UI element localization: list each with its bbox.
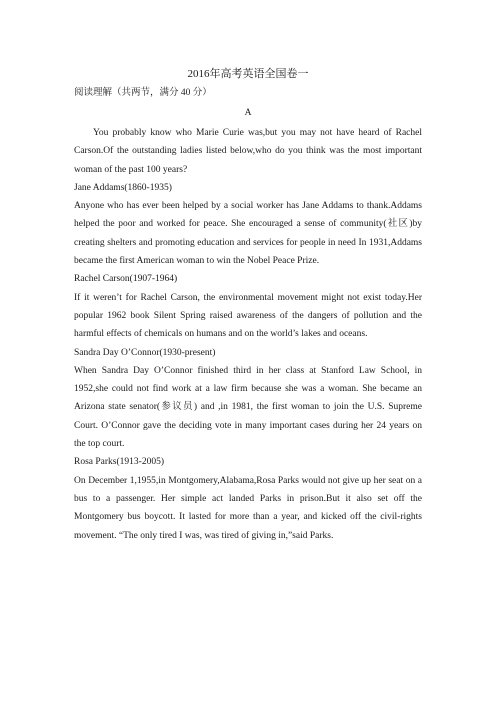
part-label: A [244, 108, 252, 118]
document-page [74, 66, 422, 545]
entry-text: If it weren’t for Rachel Carson, the environmental movement might not exist today.Her popular 1962 book Silent Spring raised awareness of the dangers of pollution and the harmful effects of chemicals on humans and on the world’s lakes and oceans. [74, 292, 422, 340]
entry-parks [74, 453, 422, 544]
entry-name: Jane Addams(1860-1935) [74, 182, 172, 193]
intro-paragraph: You probably know who Marie Curie was,but you may not have heard of Rachel Carson.Of the outstanding ladies listed below,who do you think was the most important woman of the past 100 years? [74, 128, 422, 175]
entry-oconnor [74, 344, 422, 454]
entry-name: Rosa Parks(1913-2005) [74, 457, 164, 468]
entry-text: Anyone who has ever been helped by a social worker has Jane Addams to thank.Addams helped the poor and worked for peace. She encouraged a sense of community(社区)by creating shelters and promoting education and services for people in need In 1931,Addams became the first American woman to win the Nobel Peace Prize. [74, 201, 422, 267]
entry-text: When Sandra Day O’Connor finished third in her class at Stanford Law School, in 1952,she could not find work at a law firm because she was a woman. She became an Arizona state senator(参议员) and ,in 1981, the first woman to join the U.S. Supreme Court. O’Connor gave the deciding vote in many important cases during her 24 years on the top court. [74, 365, 422, 450]
section-heading: 阅读理解（共两节，满分 40 分） [74, 88, 212, 98]
entry-text: On December 1,1955,in Montgomery,Alabama,Rosa Parks would not give up her seat on a bus to a passenger. Her simple act landed Parks in prison.But it also set off the Montgomery bus boycott. It lasted for more than a year, and kicked off the civil-rights movement. “The only tired I was, was tired of giving in,”said Parks. [74, 475, 422, 541]
entry-name: Sandra Day O’Connor(1930-present) [74, 347, 216, 358]
document-title: 2016年高考英语全国卷一 [187, 68, 309, 80]
entry-carson [74, 270, 422, 343]
entry-name: Rachel Carson(1907-1964) [74, 274, 178, 285]
entry-addams [74, 179, 422, 270]
